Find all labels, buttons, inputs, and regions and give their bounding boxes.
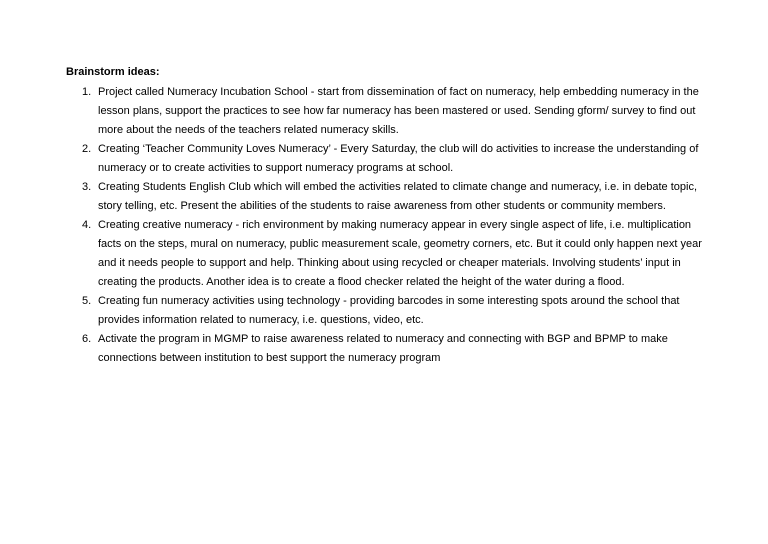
list-item-number: 5. (82, 295, 92, 307)
list-item (66, 83, 706, 140)
list-item-number: 4. (82, 219, 92, 231)
ideas-list (66, 83, 706, 368)
list-item (66, 292, 706, 330)
list-item-number: 2. (82, 143, 92, 155)
list-item (66, 330, 706, 368)
document-content (66, 64, 706, 368)
list-item (66, 178, 706, 216)
list-item-text: Activate the program in MGMP to raise awareness related to numeracy and connecting with BGP and BPMP to make connections between institution to best support the numeracy program (98, 333, 668, 364)
brainstorm-heading: Brainstorm ideas: (66, 66, 160, 78)
list-item-number: 1. (82, 86, 92, 98)
list-item-text: Creating fun numeracy activities using technology - providing barcodes in some interesting spots around the school that provides information related to numeracy, i.e. questions, video, etc. (98, 295, 680, 326)
list-item-text: Creating ‘Teacher Community Loves Numeracy’ - Every Saturday, the club will do activities to increase the understanding of numeracy or to create activities to support numeracy programs at school. (98, 143, 699, 174)
list-item-number: 3. (82, 181, 92, 193)
list-item-number: 6. (82, 333, 92, 345)
list-item (66, 216, 706, 292)
list-item-text: Creating Students English Club which will embed the activities related to climate change and numeracy, i.e. in debate topic, story telling, etc. Present the abilities of the students to raise awareness from other students or community members. (98, 181, 698, 212)
list-item (66, 140, 706, 178)
list-item-text: Creating creative numeracy - rich environment by making numeracy appear in every single aspect of life, i.e. multiplication facts on the steps, mural on numeracy, public measurement scale, geometry corners, etc. But it could only happen next year and it needs people to support and help. Thinking about using recycled or cheaper materials. Involving students’ input in creating the products. Another idea is to create a flood checker related the height of the water during a flood. (98, 219, 702, 288)
list-item-text: Project called Numeracy Incubation School - start from dissemination of fact on numeracy, help embedding numeracy in the lesson plans, support the practices to see how far numeracy has been mastered or used. Sending gform/ survey to find out more about the needs of the teachers related numeracy skills. (98, 86, 699, 136)
